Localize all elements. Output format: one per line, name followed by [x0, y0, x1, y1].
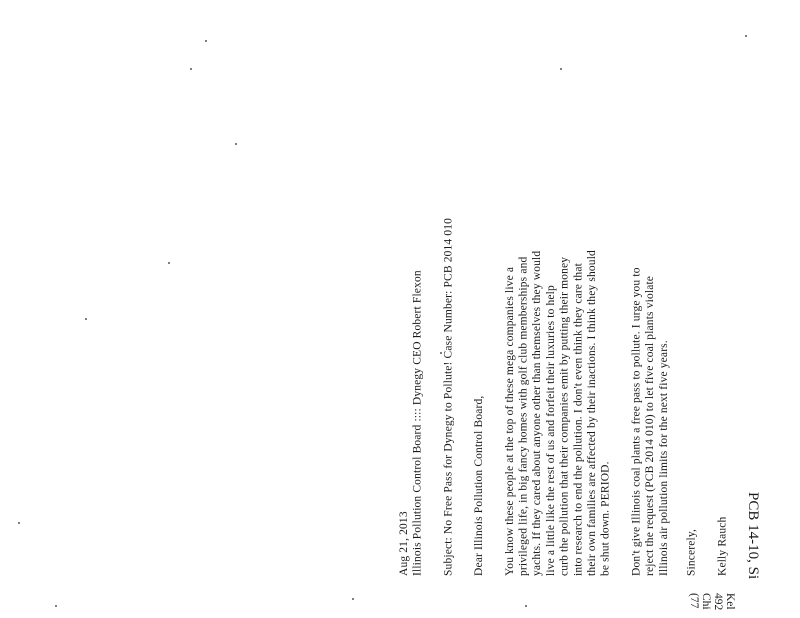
paragraph-line: yachts. If they cared about anyone other than themselves they would — [531, 250, 544, 576]
scan-speck — [352, 598, 354, 600]
letter-closing: Sincerely, — [685, 528, 698, 576]
letter-date: Aug 21, 2013 — [398, 511, 410, 576]
scan-speck — [235, 143, 237, 145]
scan-speck — [560, 68, 562, 70]
letter-body — [398, 106, 729, 576]
scan-speck — [525, 605, 527, 607]
scan-speck — [85, 318, 87, 320]
letter-recipient: Illinois Pollution Control Board :::: Dynegy CEO Robert Flexon — [411, 270, 424, 576]
paragraph-line: reject the request (PCB 2014 010) to let five coal plants violate — [644, 275, 657, 576]
letter-signature-name: Kelly Rauch — [716, 516, 729, 576]
scan-speck — [55, 605, 57, 607]
address-line: (77 — [688, 593, 700, 609]
sender-address — [688, 593, 736, 610]
paragraph-line: their own families are affected by their inactions. I think they should — [586, 250, 599, 576]
scan-speck — [190, 68, 192, 70]
letter-paragraph-1 — [504, 106, 614, 576]
paragraph-line: Don't give Illinois coal plants a free pass to pollute. I urge you to — [630, 267, 643, 576]
paragraph-line: You know these people at the top of these mega companies live a — [503, 266, 516, 576]
address-line: Kel — [724, 593, 736, 610]
scan-speck — [745, 35, 747, 37]
case-stamp-text: PCB 14-10, Si — [745, 492, 761, 580]
paragraph-line: be shut down. PERIOD. — [599, 461, 612, 576]
address-line: Chi — [700, 593, 712, 610]
paragraph-line: curb the pollution that their companies emit by putting their money — [558, 256, 571, 576]
paragraph-line: Illinois air pollution limits for the next five years. — [657, 340, 670, 576]
scan-speck — [18, 522, 20, 524]
letter-salutation: Dear Illinois Pollution Control Board, — [473, 395, 486, 576]
letter-paragraph-2 — [630, 106, 671, 576]
paragraph-line: live a little like the rest of us and forfeit their luxuries to help — [544, 285, 557, 576]
scan-speck — [168, 262, 170, 264]
scan-speck — [205, 40, 207, 42]
paragraph-line: privileged life, in big fancy homes with golf club memberships and — [517, 256, 530, 576]
letter-subject: Subject: No Free Pass for Dynegy to Pollute! Case Number: PCB 2014 010 — [442, 217, 455, 576]
address-line: 492 — [712, 593, 724, 611]
case-stamp — [744, 492, 761, 579]
paragraph-line: into research to end the pollution. I don't even think they care that — [572, 263, 585, 576]
